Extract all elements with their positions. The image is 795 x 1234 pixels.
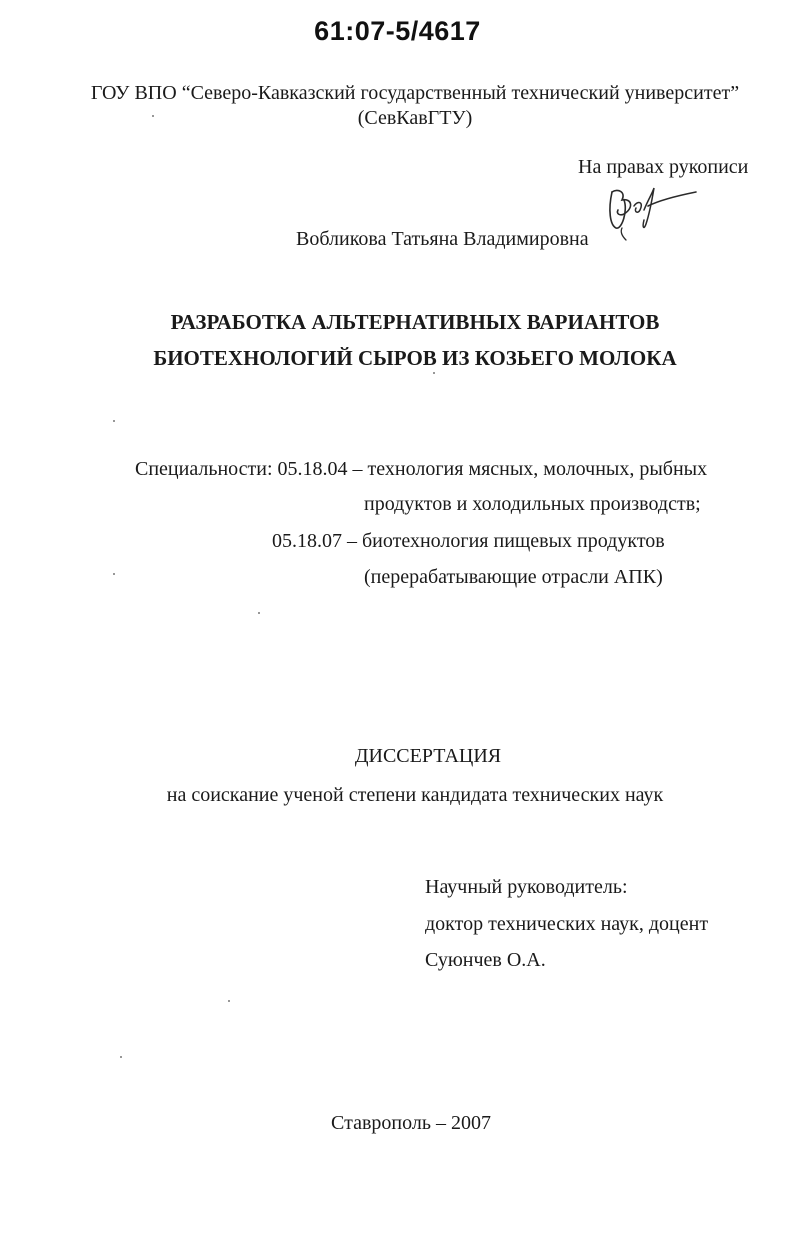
scan-speck: [228, 1000, 230, 1002]
specialty-line-3: 05.18.07 – биотехнология пищевых продуктов: [272, 530, 665, 552]
dissertation-title-line-2: БИОТЕХНОЛОГИЙ СЫРОВ ИЗ КОЗЬЕГО МОЛОКА: [153, 346, 677, 370]
specialty-line-4: (перерабатывающие отрасли АПК): [364, 566, 663, 588]
dissertation-subtitle: на соискание ученой степени кандидата технических наук: [166, 784, 664, 806]
catalog-number: 61:07-5/4617: [314, 16, 481, 46]
scan-speck: [258, 612, 260, 614]
scan-speck: [152, 115, 154, 117]
institution-abbreviation: (СевКавГТУ): [357, 107, 473, 129]
specialty-line-2: продуктов и холодильных производств;: [364, 493, 701, 515]
scan-speck: [113, 420, 115, 422]
scan-speck: [433, 372, 435, 374]
scan-speck: [120, 1056, 122, 1058]
supervisor-name: Суюнчев О.А.: [425, 949, 546, 971]
scan-speck: [113, 573, 115, 575]
dissertation-title-line-1: РАЗРАБОТКА АЛЬТЕРНАТИВНЫХ ВАРИАНТОВ: [170, 310, 660, 334]
author-name: Вобликова Татьяна Владимировна: [296, 228, 589, 250]
supervisor-label: Научный руководитель:: [425, 876, 628, 898]
supervisor-degree: доктор технических наук, доцент: [425, 913, 709, 935]
rights-note: На правах рукописи: [578, 156, 749, 178]
institution-name: ГОУ ВПО “Северо-Кавказский государственный технический университет”: [90, 82, 740, 104]
specialty-line-1: Специальности: 05.18.04 – технология мясных, молочных, рыбных: [135, 458, 708, 480]
signature-icon: [598, 170, 708, 250]
dissertation-heading: ДИССЕРТАЦИЯ: [354, 745, 502, 767]
city-year: Ставрополь – 2007: [331, 1112, 491, 1134]
